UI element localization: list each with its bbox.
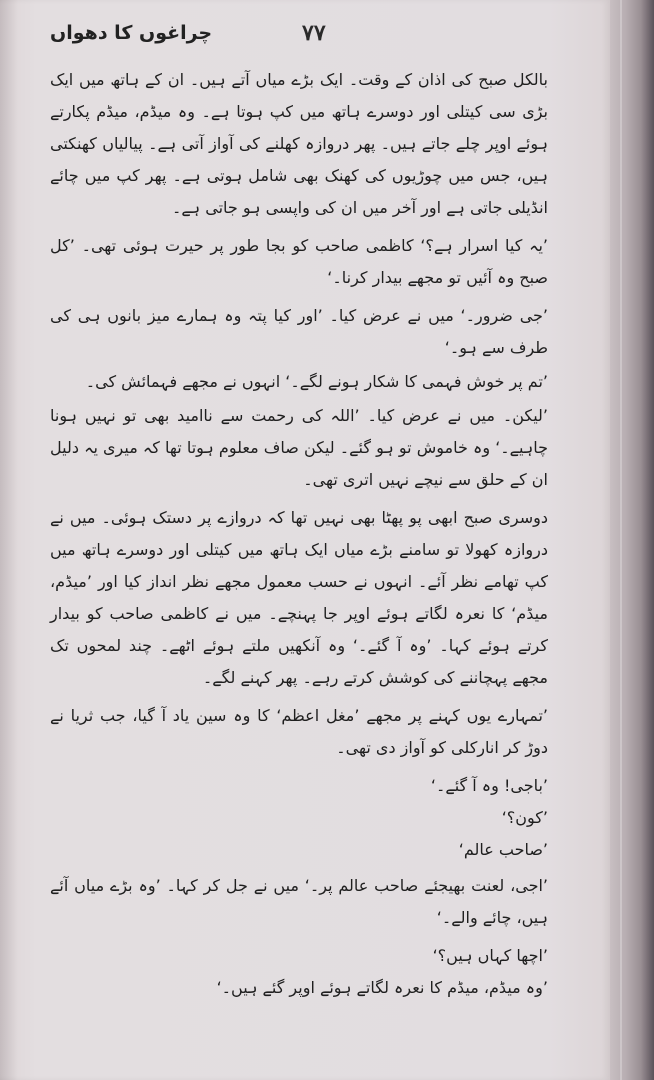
page-number: ۷۷ <box>302 20 326 46</box>
dialogue-line-3: ’صاحب عالم‘ <box>458 840 548 859</box>
running-title: چراغوں کا دھواں <box>50 22 213 44</box>
paragraph-4: ’تم پر خوش فہمی کا شکار ہونے لگے۔‘ انہوں نے مجھے فہمائش کی۔ <box>85 372 548 391</box>
urdu-text-body <box>50 64 548 1004</box>
paragraph-7: ’تمہارے یوں کہنے پر مجھے ’مغل اعظم‘ کا وہ سین یاد آ گیا، جب ثریا نے دوڑ کر انارکلی کو آواز دی تھی۔ <box>50 706 548 757</box>
page-edge-shadow <box>0 0 18 1080</box>
paragraph-1: بالکل صبح کی اذان کے وقت۔ ایک بڑے میاں آتے ہیں۔ ان کے ہاتھ میں ایک بڑی سی کیتلی اور دوسرے ہاتھ میں کپ ہوتا ہے۔ وہ میڈم، میڈم پکارتے ہوئے اوپر چلے جاتے ہیں۔ پھر دروازہ کھلنے کی آواز آتی ہے۔ پیالیاں کھنکتی ہیں، جس میں چوڑیوں کی کھنک بھی شامل ہوتی ہے۔ پھر کپ میں چائے انڈیلی جاتی ہے اور آخر میں ان کی واپسی ہو جاتی ہے۔ <box>50 70 548 217</box>
paragraph-8: ’اجی، لعنت بھیجئے صاحب عالم پر۔‘ میں نے جل کر کہا۔ ’وہ بڑے میاں آئے ہیں، چائے والے۔‘ <box>50 876 548 927</box>
book-binding-edge <box>610 0 654 1080</box>
page-header <box>50 20 548 56</box>
dialogue-line-1: ’باجی! وہ آ گئے۔‘ <box>430 776 548 795</box>
paragraph-6: دوسری صبح ابھی پو پھٹا بھی نہیں تھا کہ دروازے پر دستک ہوئی۔ میں نے دروازہ کھولا تو سامنے بڑے میاں ایک ہاتھ میں کیتلی اور دوسرے ہاتھ میں کپ تھامے نظر آئے۔ انہوں نے حسب معمول مجھے نظر انداز کیا اور ’میڈم، میڈم‘ کا نعرہ لگاتے ہوئے اوپر جا پہنچے۔ میں نے کاظمی صاحب کو بیدار کرتے ہوئے کہا۔ ’وہ آ گئے۔‘ وہ آنکھیں ملتے ہوئے اٹھے۔ چند لمحوں تک مجھے پہچاننے کی کوشش کرتے رہے۔ پھر کہنے لگے۔ <box>50 508 549 687</box>
dialogue-line-2: ’کون؟‘ <box>501 808 548 827</box>
paragraph-3: ’جی ضرور۔‘ میں نے عرض کیا۔ ’اور کیا پتہ وہ ہمارے میز بانوں ہی کی طرف سے ہو۔‘ <box>50 306 548 357</box>
paragraph-2: ’یہ کیا اسرار ہے؟‘ کاظمی صاحب کو بجا طور پر حیرت ہوئی تھی۔ ’کل صبح وہ آئیں تو مجھے بیدار کرنا۔‘ <box>50 236 548 287</box>
dialogue-line-4: ’اچھا کہاں ہیں؟‘ <box>432 946 548 965</box>
paragraph-5: ’لیکن۔ میں نے عرض کیا۔ ’اللہ کی رحمت سے ناامید بھی تو نہیں ہونا چاہیے۔‘ وہ خاموش تو ہو گئے۔ لیکن صاف معلوم ہوتا تھا کہ میری یہ دلیل ان کے حلق سے نیچے نہیں اتری تھی۔ <box>50 406 548 489</box>
dialogue-line-5: ’وہ میڈم، میڈم کا نعرہ لگاتے ہوئے اوپر گئے ہیں۔‘ <box>216 978 548 997</box>
